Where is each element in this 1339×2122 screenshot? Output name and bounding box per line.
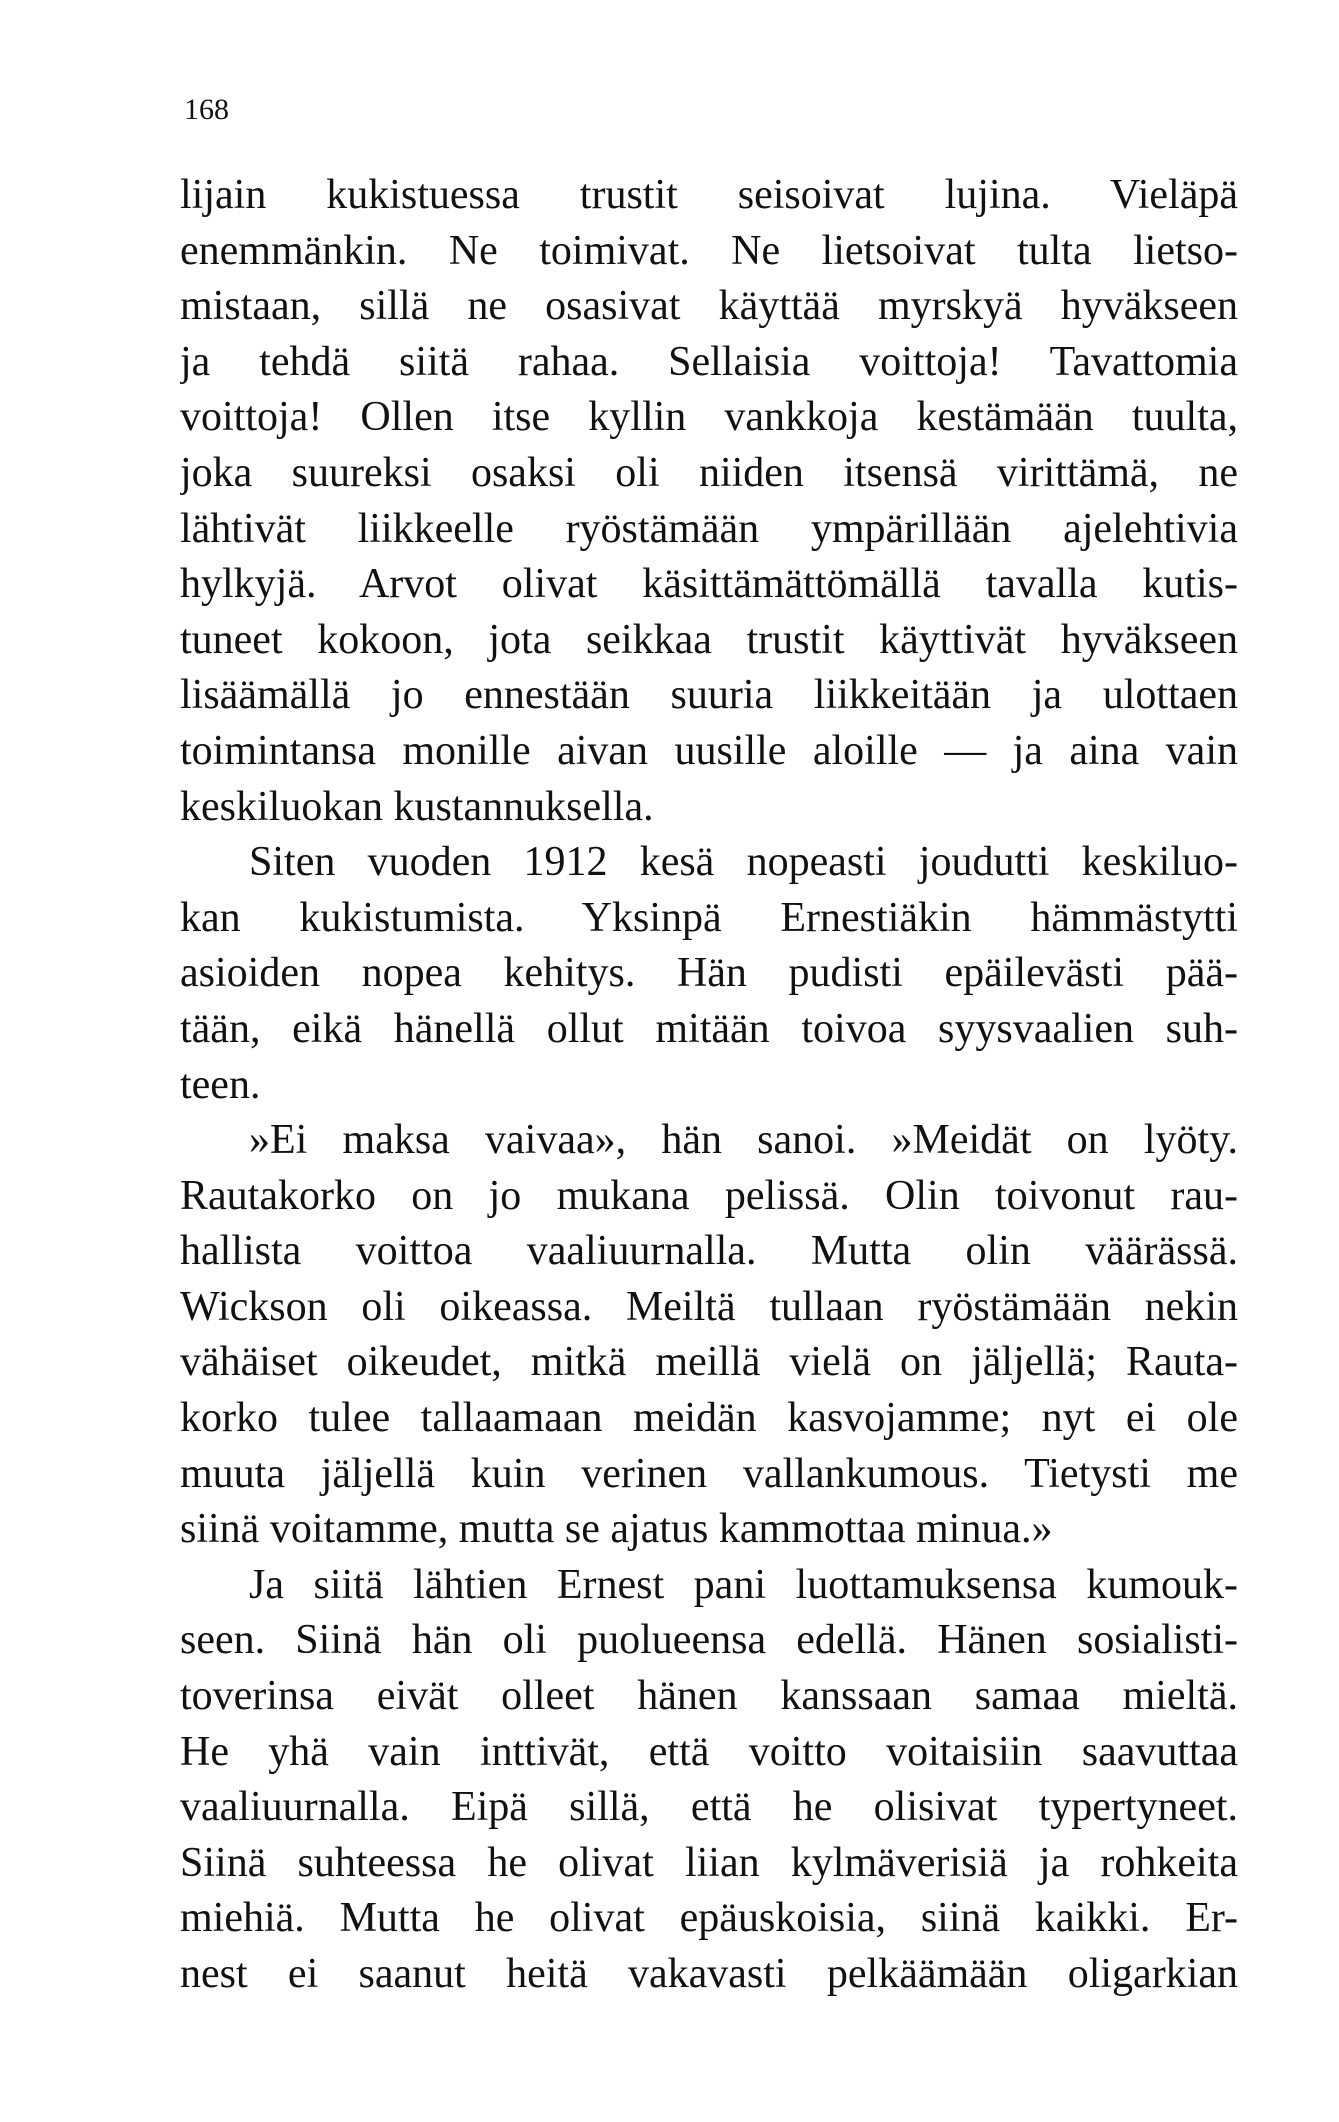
- text-line: lähtivät liikkeelle ryöstämään ympärillään ajelehtivia: [180, 505, 1238, 552]
- text-line: Wickson oli oikeassa. Meiltä tullaan ryöstämään nekin: [180, 1283, 1238, 1330]
- text-line: tään, eikä hänellä ollut mitään toivoa syysvaalien suh-: [180, 1005, 1238, 1052]
- text-line: mistaan, sillä ne osasivat käyttää myrskyä hyväkseen: [180, 283, 1238, 330]
- text-line: joka suureksi osaksi oli niiden itsensä virittämä, ne: [180, 449, 1238, 496]
- body-text: [180, 168, 1238, 2003]
- text-line: asioiden nopea kehitys. Hän pudisti epäilevästi pää-: [180, 950, 1238, 997]
- text-line: korko tulee tallaamaan meidän kasvojamme; nyt ei ole: [180, 1395, 1238, 1442]
- text-line: siinä voitamme, mutta se ajatus kammottaa minua.»: [180, 1506, 1053, 1553]
- text-line: Rautakorko on jo mukana pelissä. Olin toivonut rau-: [180, 1172, 1238, 1219]
- text-line: lijain kukistuessa trustit seisoivat lujina. Vieläpä: [180, 172, 1238, 218]
- text-line: He yhä vain inttivät, että voitto voitaisiin saavuttaa: [180, 1728, 1238, 1775]
- text-line: »Ei maksa vaivaa», hän sanoi. »Meidät on lyöty.: [249, 1117, 1238, 1164]
- text-line: ja tehdä siitä rahaa. Sellaisia voittoja! Tavattomia: [180, 338, 1238, 385]
- text-line: muuta jäljellä kuin verinen vallankumous. Tietysti me: [180, 1450, 1238, 1497]
- text-line: Siten vuoden 1912 kesä nopeasti joudutti keskiluo-: [249, 839, 1238, 886]
- text-line: teen.: [180, 1061, 261, 1108]
- text-line: nest ei saanut heitä vakavasti pelkäämään oligarkian: [180, 1951, 1238, 1997]
- text-line: toverinsa eivät olleet hänen kanssaan samaa mieltä.: [180, 1673, 1238, 1720]
- text-line: seen. Siinä hän oli puolueensa edellä. Hänen sosialisti-: [180, 1617, 1238, 1664]
- text-line: tuneet kokoon, jota seikkaa trustit käyttivät hyväkseen: [180, 616, 1238, 663]
- text-line: voittoja! Ollen itse kyllin vankkoja kestämään tuulta,: [180, 394, 1238, 441]
- text-line: hallista voittoa vaaliuurnalla. Mutta olin väärässä.: [180, 1228, 1238, 1275]
- text-line: Ja siitä lähtien Ernest pani luottamuksensa kumouk-: [249, 1561, 1238, 1608]
- text-line: miehiä. Mutta he olivat epäuskoisia, siinä kaikki. Er-: [180, 1895, 1238, 1942]
- text-line: keskiluokan kustannuksella.: [180, 783, 654, 830]
- text-line: vaaliuurnalla. Eipä sillä, että he olisivat typertyneet.: [180, 1784, 1238, 1831]
- text-line: vähäiset oikeudet, mitkä meillä vielä on jäljellä; Rauta-: [180, 1339, 1238, 1386]
- text-line: hylkyjä. Arvot olivat käsittämättömällä tavalla kutis-: [180, 561, 1238, 608]
- text-line: lisäämällä jo ennestään suuria liikkeitään ja ulottaen: [180, 672, 1238, 719]
- page-number: 168: [184, 93, 229, 126]
- text-line: Siinä suhteessa he olivat liian kylmäverisiä ja rohkeita: [180, 1839, 1238, 1886]
- text-line: kan kukistumista. Yksinpä Ernestiäkin hämmästytti: [180, 894, 1238, 941]
- text-line: enemmänkin. Ne toimivat. Ne lietsoivat tulta lietso-: [180, 227, 1238, 274]
- text-line: toimintansa monille aivan uusille aloille — ja aina vain: [180, 727, 1238, 774]
